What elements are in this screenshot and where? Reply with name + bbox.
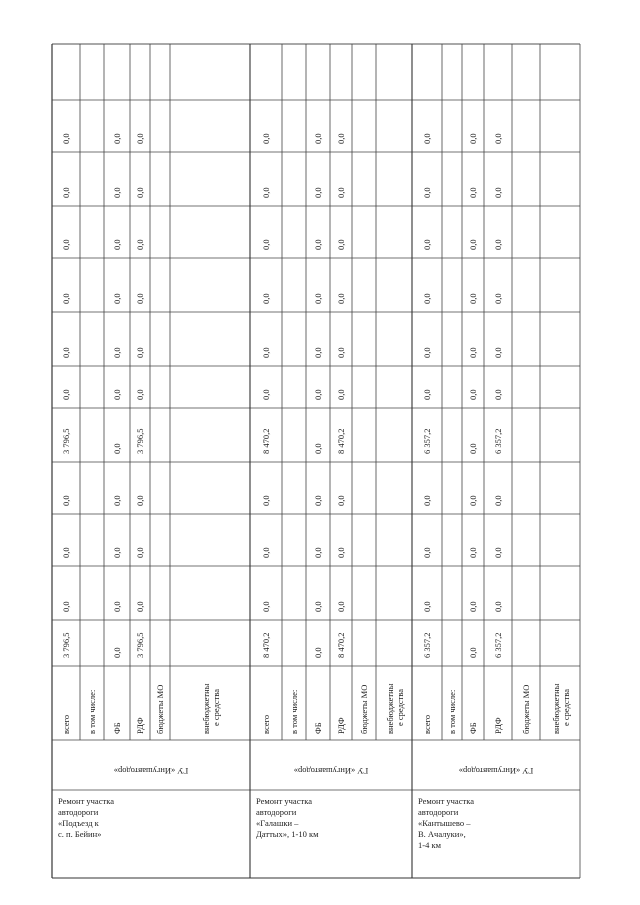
value-0-3-5: 0,0 — [135, 389, 145, 400]
row-label-1-4: бюджеты МО — [359, 684, 369, 734]
value-0-2-1: 0,0 — [112, 601, 122, 612]
value-2-2-2: 0,0 — [468, 547, 478, 558]
value-1-0-10: 0,0 — [261, 133, 271, 144]
value-2-0-10: 0,0 — [422, 133, 432, 144]
value-1-3-4: 8 470,2 — [336, 428, 346, 454]
object-2-line-1: автодороги — [418, 807, 459, 817]
value-2-0-6: 0,0 — [422, 347, 432, 358]
value-1-2-8: 0,0 — [313, 239, 323, 250]
row-label-0-1: в том числе: — [87, 689, 97, 734]
value-2-0-9: 0,0 — [422, 187, 432, 198]
value-2-0-5: 0,0 — [422, 389, 432, 400]
value-2-0-4: 6 357,2 — [422, 428, 432, 454]
executor-1: ГУ «Ингушавтодор» — [293, 766, 369, 776]
value-1-3-9: 0,0 — [336, 187, 346, 198]
value-0-3-0: 3 796,5 — [135, 632, 145, 658]
value-1-2-4: 0,0 — [313, 443, 323, 454]
value-0-2-4: 0,0 — [112, 443, 122, 454]
value-0-0-2: 0,0 — [61, 547, 71, 558]
value-2-3-7: 0,0 — [493, 293, 503, 304]
object-2-line-2: «Кантышево – — [418, 818, 471, 828]
value-1-2-10: 0,0 — [313, 133, 323, 144]
value-2-2-6: 0,0 — [468, 347, 478, 358]
value-0-0-3: 0,0 — [61, 495, 71, 506]
value-0-0-4: 3 796,5 — [61, 428, 71, 454]
row-label-2-5-a: внебюджетны — [551, 683, 561, 734]
row-label-1-5-b: е средства — [395, 688, 405, 726]
row-label-1-0: всего — [261, 714, 271, 734]
value-2-0-7: 0,0 — [422, 293, 432, 304]
value-1-2-1: 0,0 — [313, 601, 323, 612]
value-0-2-0: 0,0 — [112, 647, 122, 658]
row-label-1-3: РДФ — [336, 717, 346, 734]
value-1-0-9: 0,0 — [261, 187, 271, 198]
value-2-0-2: 0,0 — [422, 547, 432, 558]
value-2-0-1: 0,0 — [422, 601, 432, 612]
value-1-0-2: 0,0 — [261, 547, 271, 558]
value-2-0-8: 0,0 — [422, 239, 432, 250]
value-2-2-7: 0,0 — [468, 293, 478, 304]
object-0-line-2: «Подъезд к — [58, 818, 99, 828]
value-1-3-6: 0,0 — [336, 347, 346, 358]
value-1-3-8: 0,0 — [336, 239, 346, 250]
value-1-2-3: 0,0 — [313, 495, 323, 506]
value-2-3-1: 0,0 — [493, 601, 503, 612]
value-1-3-1: 0,0 — [336, 601, 346, 612]
value-1-0-3: 0,0 — [261, 495, 271, 506]
value-1-3-2: 0,0 — [336, 547, 346, 558]
value-2-3-6: 0,0 — [493, 347, 503, 358]
value-2-2-9: 0,0 — [468, 187, 478, 198]
value-1-2-9: 0,0 — [313, 187, 323, 198]
object-2-line-3: В. Ачалуки», — [418, 829, 466, 839]
value-1-3-10: 0,0 — [336, 133, 346, 144]
value-0-3-6: 0,0 — [135, 347, 145, 358]
value-2-2-3: 0,0 — [468, 495, 478, 506]
object-0-line-1: автодороги — [58, 807, 99, 817]
value-0-0-1: 0,0 — [61, 601, 71, 612]
value-1-2-2: 0,0 — [313, 547, 323, 558]
value-0-2-3: 0,0 — [112, 495, 122, 506]
value-0-3-9: 0,0 — [135, 187, 145, 198]
value-1-0-7: 0,0 — [261, 293, 271, 304]
value-2-3-5: 0,0 — [493, 389, 503, 400]
value-0-2-6: 0,0 — [112, 347, 122, 358]
object-1-line-1: автодороги — [256, 807, 297, 817]
value-2-3-3: 0,0 — [493, 495, 503, 506]
row-label-0-5-a: внебюджетны — [201, 683, 211, 734]
value-0-0-10: 0,0 — [61, 133, 71, 144]
value-1-3-0: 8 470,2 — [336, 632, 346, 658]
value-0-0-8: 0,0 — [61, 239, 71, 250]
value-1-0-0: 8 470,2 — [261, 632, 271, 658]
value-2-2-10: 0,0 — [468, 133, 478, 144]
row-label-2-1: в том числе: — [447, 689, 457, 734]
value-1-3-5: 0,0 — [336, 389, 346, 400]
value-1-2-5: 0,0 — [313, 389, 323, 400]
executor-2: ГУ «Ингушавтодор» — [458, 766, 534, 776]
row-label-2-0: всего — [422, 714, 432, 734]
value-1-2-6: 0,0 — [313, 347, 323, 358]
value-0-3-3: 0,0 — [135, 495, 145, 506]
object-1-line-0: Ремонт участка — [256, 796, 312, 806]
row-label-2-5-b: е средства — [561, 688, 571, 726]
value-2-2-4: 0,0 — [468, 443, 478, 454]
row-label-0-0: всего — [61, 714, 71, 734]
value-2-2-8: 0,0 — [468, 239, 478, 250]
row-label-0-5-b: е средства — [211, 688, 221, 726]
value-2-2-0: 0,0 — [468, 647, 478, 658]
object-1-line-2: «Галашки – — [256, 818, 299, 828]
object-1-line-3: Даттых», 1-10 км — [256, 829, 319, 839]
value-0-3-1: 0,0 — [135, 601, 145, 612]
value-0-3-7: 0,0 — [135, 293, 145, 304]
value-1-2-0: 0,0 — [313, 647, 323, 658]
value-2-3-0: 6 357,2 — [493, 632, 503, 658]
value-2-3-2: 0,0 — [493, 547, 503, 558]
value-0-0-5: 0,0 — [61, 389, 71, 400]
value-1-0-4: 8 470,2 — [261, 428, 271, 454]
value-1-0-5: 0,0 — [261, 389, 271, 400]
value-2-0-0: 6 357,2 — [422, 632, 432, 658]
value-1-3-3: 0,0 — [336, 495, 346, 506]
value-0-0-7: 0,0 — [61, 293, 71, 304]
row-label-0-2: ФБ — [112, 722, 122, 734]
row-label-1-5-a: внебюджетны — [385, 683, 395, 734]
row-label-2-4: бюджеты МО — [521, 684, 531, 734]
value-2-3-8: 0,0 — [493, 239, 503, 250]
object-2-line-4: 1-4 км — [418, 840, 441, 850]
value-0-0-6: 0,0 — [61, 347, 71, 358]
value-0-3-2: 0,0 — [135, 547, 145, 558]
value-0-2-9: 0,0 — [112, 187, 122, 198]
value-2-2-1: 0,0 — [468, 601, 478, 612]
object-0-line-0: Ремонт участка — [58, 796, 114, 806]
value-0-2-5: 0,0 — [112, 389, 122, 400]
object-2-line-0: Ремонт участка — [418, 796, 474, 806]
value-0-3-8: 0,0 — [135, 239, 145, 250]
value-0-2-10: 0,0 — [112, 133, 122, 144]
value-0-2-8: 0,0 — [112, 239, 122, 250]
value-0-0-9: 0,0 — [61, 187, 71, 198]
value-1-3-7: 0,0 — [336, 293, 346, 304]
value-0-3-10: 0,0 — [135, 133, 145, 144]
value-2-3-10: 0,0 — [493, 133, 503, 144]
row-label-2-3: РДФ — [493, 717, 503, 734]
row-label-2-2: ФБ — [468, 722, 478, 734]
value-1-0-8: 0,0 — [261, 239, 271, 250]
value-2-0-3: 0,0 — [422, 495, 432, 506]
value-1-2-7: 0,0 — [313, 293, 323, 304]
row-label-0-4: бюджеты МО — [155, 684, 165, 734]
value-0-0-0: 3 796,5 — [61, 632, 71, 658]
value-0-2-2: 0,0 — [112, 547, 122, 558]
executor-0: ГУ «Ингушавтодор» — [113, 766, 189, 776]
row-label-1-1: в том числе: — [289, 689, 299, 734]
value-1-0-1: 0,0 — [261, 601, 271, 612]
row-label-1-2: ФБ — [313, 722, 323, 734]
value-0-3-4: 3 796,5 — [135, 428, 145, 454]
row-label-0-3: РДФ — [135, 717, 145, 734]
object-0-line-3: с. п. Бейин» — [58, 829, 102, 839]
value-1-0-6: 0,0 — [261, 347, 271, 358]
value-2-3-9: 0,0 — [493, 187, 503, 198]
value-2-2-5: 0,0 — [468, 389, 478, 400]
value-0-2-7: 0,0 — [112, 293, 122, 304]
value-2-3-4: 6 357,2 — [493, 428, 503, 454]
